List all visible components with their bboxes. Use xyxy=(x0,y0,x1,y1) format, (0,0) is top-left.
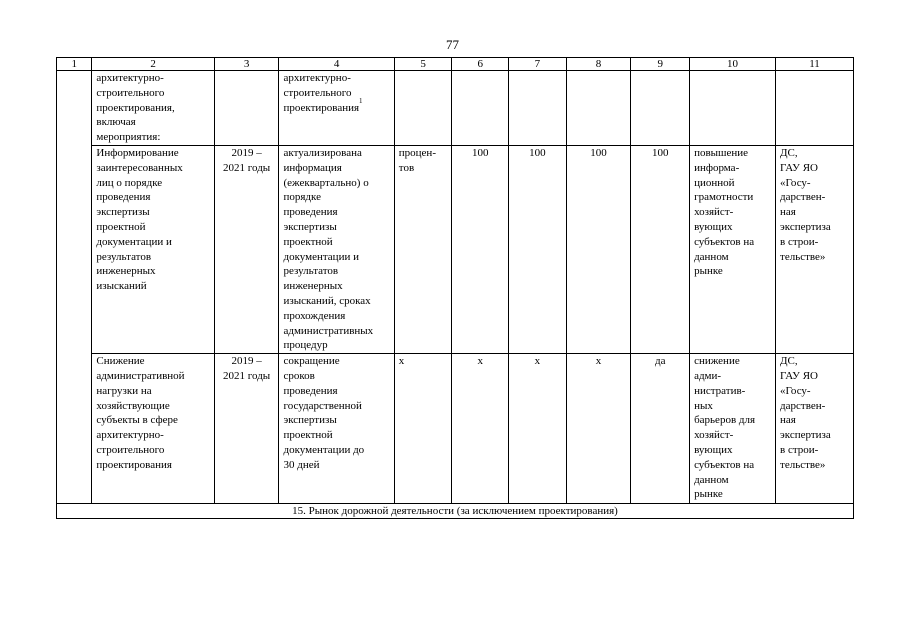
period-cell xyxy=(214,145,279,353)
measure-name-cell xyxy=(92,71,214,146)
section-title: 15. Рынок дорожной деятельности (за исключением проектирования) xyxy=(57,504,854,519)
unit-cell xyxy=(394,145,452,353)
measure-name-text: Снижение административной нагрузки на хозяйствующие субъекты в сфере архитектурно- строительного проектирования xyxy=(96,355,185,471)
column-number: 3 xyxy=(214,58,279,71)
measure-name-text: Информирование заинтересованных лиц о порядке проведения экспертизы проектной документации и результатов инженерных изысканий xyxy=(96,146,183,293)
responsible-text: ДС, ГАУ ЯО «Госу- дарствен- ная экспертиза в строи- тельстве» xyxy=(780,355,831,471)
indicator-text: архитектурно- строительного проектирования xyxy=(283,72,360,114)
merged-number-cell xyxy=(57,71,92,504)
table-row xyxy=(57,145,854,353)
expected-result-text: снижение адми- нистратив- ных барьеров для хозяйст- вующих субъектов на данном рынке xyxy=(694,355,756,501)
expected-result-cell xyxy=(690,71,776,146)
page-number: 77 xyxy=(446,37,459,52)
column-number: 10 xyxy=(690,58,776,71)
column-number: 9 xyxy=(631,58,690,71)
responsible-cell xyxy=(776,71,854,146)
value-total-cell: 100 xyxy=(631,145,690,353)
value-2021-cell: 100 xyxy=(566,145,631,353)
unit-cell xyxy=(394,354,452,504)
period-cell xyxy=(214,354,279,504)
column-number: 5 xyxy=(394,58,452,71)
value-2020-cell: 100 xyxy=(509,145,567,353)
unit-text: х xyxy=(398,355,405,368)
value-total-cell xyxy=(631,71,690,146)
table-row xyxy=(57,71,854,146)
value-2019-cell xyxy=(452,71,509,146)
value-2021-cell: х xyxy=(566,354,631,504)
value-2019-cell: 100 xyxy=(452,145,509,353)
unit-cell xyxy=(394,71,452,146)
value-2020-cell: х xyxy=(509,354,567,504)
indicator-cell xyxy=(279,145,394,353)
expected-result-cell xyxy=(690,145,776,353)
column-number: 11 xyxy=(776,58,854,71)
indicator-cell xyxy=(279,354,394,504)
measure-name-text: архитектурно- строительного проектирования, включая мероприятия: xyxy=(96,72,175,144)
period-text: 2019 – 2021 годы xyxy=(223,355,271,382)
footnote-mark: 1 xyxy=(359,96,363,105)
indicator-text: сокращение сроков проведения государственной экспертизы проектной документации до 30 дней xyxy=(283,355,365,471)
indicator-text: актуализирована информация (ежеквартально) о порядке проведения экспертизы проектной документации и результатов инженерных изысканий, сроках прохождения административных процедур xyxy=(283,146,374,352)
column-number: 2 xyxy=(92,58,214,71)
period-cell xyxy=(214,71,279,146)
indicator-cell xyxy=(279,71,394,146)
value-2019-cell: х xyxy=(452,354,509,504)
measure-name-cell xyxy=(92,354,214,504)
measure-name-cell xyxy=(92,145,214,353)
section-row xyxy=(57,504,854,519)
value-2020-cell xyxy=(509,71,567,146)
column-number-row xyxy=(57,58,854,71)
column-number: 4 xyxy=(279,58,394,71)
column-number: 1 xyxy=(57,58,92,71)
column-number: 7 xyxy=(509,58,567,71)
column-number: 8 xyxy=(566,58,631,71)
period-text: 2019 – 2021 годы xyxy=(223,146,271,174)
responsible-cell xyxy=(776,145,854,353)
measures-table xyxy=(56,57,854,519)
responsible-cell xyxy=(776,354,854,504)
expected-result-cell xyxy=(690,354,776,504)
unit-text: процен- тов xyxy=(398,146,436,174)
responsible-text: ДС, ГАУ ЯО «Госу- дарствен- ная экспертиза в строи- тельстве» xyxy=(780,146,831,263)
table-row xyxy=(57,354,854,504)
expected-result-text: повышение информа- ционной грамотности хозяйст- вующих субъектов на данном рынке xyxy=(694,146,755,278)
value-2021-cell xyxy=(566,71,631,146)
value-total-cell: да xyxy=(631,354,690,504)
column-number: 6 xyxy=(452,58,509,71)
